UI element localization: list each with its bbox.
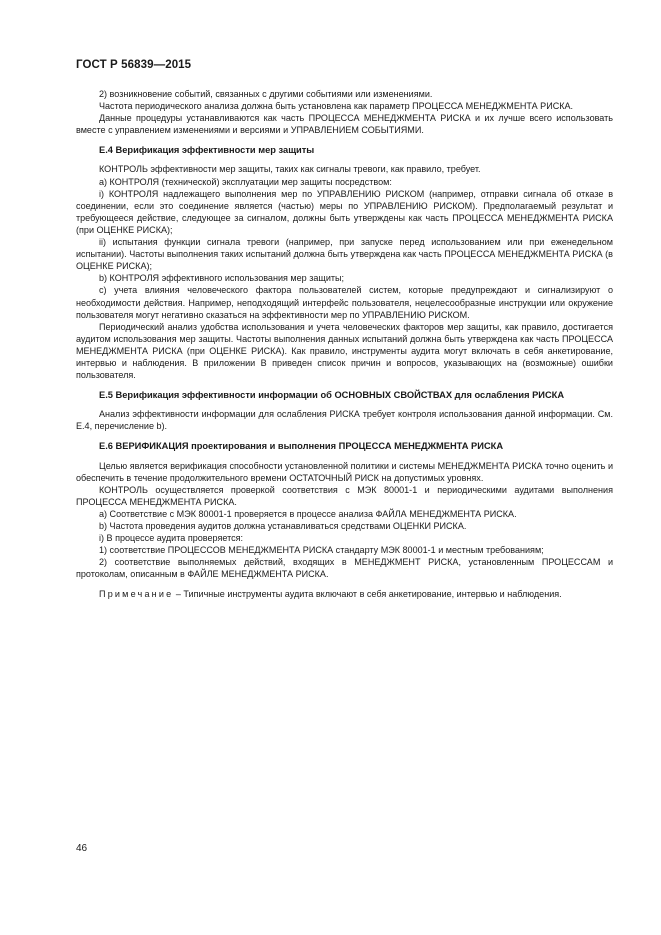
page-body (76, 88, 613, 601)
paragraph: Анализ эффективности информации для ослабления РИСКА требует контроля использования данной информации. См. Е.4, перечисление b). (76, 409, 613, 432)
list-item: ii) испытания функции сигнала тревоги (например, при запуске перед использованием или при еженедельном испытании). Частоты выполнения таких испытаний должна быть утверждена как часть ПРОЦЕССА МЕНЕДЖМЕНТА РИСКА (в ОЦЕНКЕ РИСКА); (76, 237, 613, 272)
list-item: а) Соответствие с МЭК 80001-1 проверяется в процессе анализа ФАЙЛА МЕНЕДЖМЕНТА РИСКА. (99, 508, 517, 519)
paragraph: Данные процедуры устанавливаются как часть ПРОЦЕССА МЕНЕДЖМЕНТА РИСКА и их лучше всего использовать вместе с управлением изменениями и версиями и УПРАВЛЕНИЕМ СОБЫТИЯМИ. (76, 113, 613, 136)
paragraph: Периодический анализ удобства использования и учета человеческих факторов мер защиты, как правило, достигается аудитом использования мер защиты. Частоты выполнения данных испытаний должна быть утверждена как часть ПРОЦЕССА МЕНЕДЖМЕНТА РИСКА (при ОЦЕНКЕ РИСКА). Как правило, инструменты аудита могут включать в себя анкетирование, интервью и наблюдения. В приложении В приведен список причин и вопросов, указывающих на (возможные) ошибки пользователя. (76, 321, 613, 381)
section-heading-e6: Е.6 ВЕРИФИКАЦИЯ проектирования и выполнения ПРОЦЕССА МЕНЕДЖМЕНТА РИСКА (99, 441, 504, 452)
section-heading-e5: Е.5 Верификация эффективности информации об ОСНОВНЫХ СВОЙСТВАХ для ослабления РИСКА (99, 390, 565, 401)
list-item: 1) соответствие ПРОЦЕССОВ МЕНЕДЖМЕНТА РИСКА стандарту МЭК 80001-1 и местным требованиям; (99, 545, 544, 556)
list-item: с) учета влияния человеческого фактора пользователей систем, которые предупреждают и сигнализируют о необходимости действия. Например, неподходящий интерфейс пользователя, нецелесообразные инструкции или окружение пользователя могут негативно сказаться на эффективности мер по УПРАВЛЕНИЮ РИСКОМ. (76, 285, 613, 320)
paragraph: КОНТРОЛЬ осуществляется проверкой соответствия с МЭК 80001-1 и периодическими аудитами выполнения ПРОЦЕССА МЕНЕДЖМЕНТА РИСКА. (76, 484, 613, 507)
list-item: i) КОНТРОЛЯ надлежащего выполнения мер по УПРАВЛЕНИЮ РИСКОМ (например, отправки сигнала об отказе в соединении, если это соединение является (частью) меры по УПРАВЛЕНИЮ РИСКОМ). Предполагаемый результат и требующееся действие, следующее за сигналом, должны быть утверждены как часть ПРОЦЕССА МЕНЕДЖМЕНТА РИСКА (при ОЦЕНКЕ РИСКА); (76, 188, 613, 235)
note-prefix: Примечание (99, 589, 174, 600)
document-header: ГОСТ Р 56839—2015 (76, 59, 192, 71)
page-number: 46 (76, 843, 88, 854)
list-item: 2) возникновение событий, связанных с другими событиями или изменениями. (99, 89, 433, 99)
section-heading-e4: Е.4 Верификация эффективности мер защиты (99, 145, 315, 156)
list-item: b) КОНТРОЛЯ эффективного использования мер защиты; (99, 273, 345, 284)
paragraph: КОНТРОЛЬ эффективности мер защиты, таких как сигналы тревоги, как правило, требует. (99, 164, 481, 175)
note (76, 588, 613, 600)
list-item: 2) соответствие выполняемых действий, входящих в МЕНЕДЖМЕНТ РИСКА, установленным ПРОЦЕССАМ и протоколам, описанным в ФАЙЛЕ МЕНЕДЖМЕНТА РИСКА. (76, 557, 613, 580)
list-item: а) КОНТРОЛЯ (технической) эксплуатации мер защиты посредством: (99, 176, 392, 187)
paragraph: Целью является верификация способности установленной политики и системы МЕНЕДЖМЕНТА РИСКА точно оценить и обеспечить в течение продолжительного времени ОСТАТОЧНЫЙ РИСК на допустимых уровнях. (76, 460, 613, 483)
list-item: b) Частота проведения аудитов должна устанавливаться средствами ОЦЕНКИ РИСКА. (99, 521, 467, 531)
list-item: i) В процессе аудита проверяется: (99, 533, 244, 544)
note-text: – Типичные инструменты аудита включают в себя анкетирование, интервью и наблюдения. (173, 589, 562, 600)
paragraph: Частота периодического анализа должна быть установлена как параметр ПРОЦЕССА МЕНЕДЖМЕНТА РИСКА. (99, 101, 574, 112)
